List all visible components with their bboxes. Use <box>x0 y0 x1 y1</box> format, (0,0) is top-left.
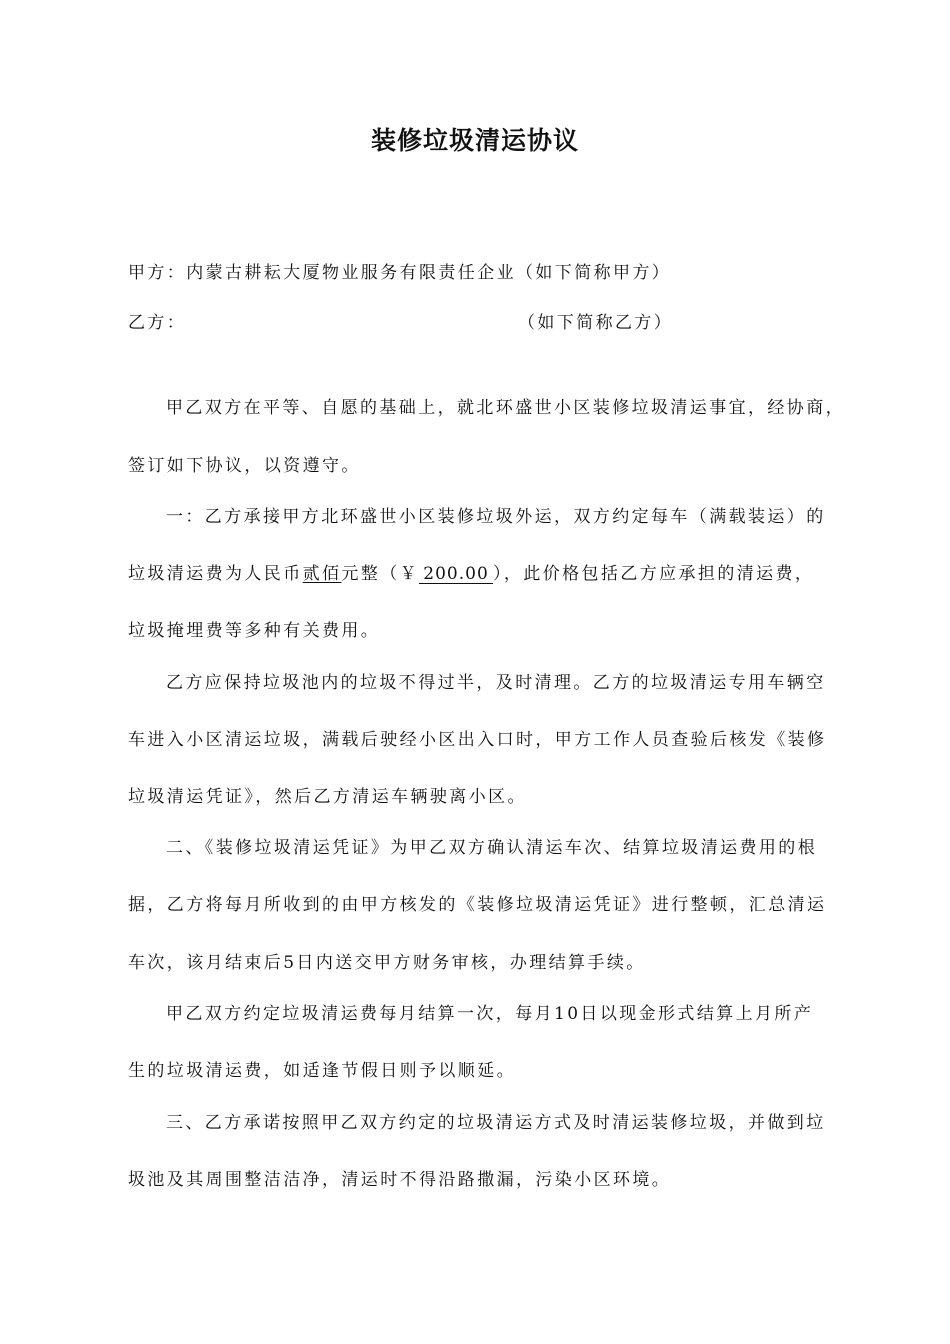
amount-in-words: 贰佰 <box>302 564 342 584</box>
clause2-line-2: 据，乙方将每月所收到的由甲方核发的《装修垃圾清运凭证》进行整顿，汇总清运 <box>128 895 827 915</box>
party-a-line: 甲方：内蒙古耕耘大厦物业服务有限责任企业（如下简称甲方） <box>128 263 672 283</box>
clause1-price-mid: 元整（￥ <box>341 564 420 584</box>
clause3-line-2: 圾池及其周围整洁洁净，清运时不得沿路撒漏，污染小区环境。 <box>128 1170 672 1190</box>
party-b-label: 乙方： <box>128 313 187 333</box>
clause2-line-1: 二、《装修垃圾清运凭证》为甲乙双方确认清运车次、结算垃圾清运费用的根 <box>166 838 818 858</box>
clause1b-line-2: 车进入小区清运垃圾，满载后驶经小区出入口时，甲方工作人员查验后核发《装修 <box>128 730 827 750</box>
clause1b-line-1: 乙方应保持垃圾池内的垃圾不得过半，及时清理。乙方的垃圾清运专用车辆空 <box>166 673 826 693</box>
party-b-suffix: （如下简称乙方） <box>518 313 674 333</box>
clause1-price-suffix: ），此价格包括乙方应承担的清运费， <box>493 564 815 584</box>
clause1-line-3: 垃圾掩埋费等多种有关费用。 <box>128 621 381 641</box>
document-title: 装修垃圾清运协议 <box>370 126 579 155</box>
intro-line-2: 签订如下协议，以资遵守。 <box>128 456 361 476</box>
clause1b-line-3: 垃圾清运凭证》，然后乙方清运车辆驶离小区。 <box>128 787 527 807</box>
clause1-line-1: 一：乙方承接甲方北环盛世小区装修垃圾外运，双方约定每车（满载装运）的 <box>166 507 826 527</box>
clause2-line-3: 车次，该月结束后5日内送交甲方财务审核，办理结算手续。 <box>128 953 646 973</box>
clause2b-line-1: 甲乙双方约定垃圾清运费每月结算一次，每月10日以现金形式结算上月所产 <box>166 1004 814 1024</box>
clause2b-line-2: 生的垃圾清运费，如适逢节假日则予以顺延。 <box>128 1061 516 1081</box>
clause3-line-1: 三、乙方承诺按照甲乙双方约定的垃圾清运方式及时清运装修垃圾，并做到垃 <box>166 1113 826 1133</box>
amount-number: 200.00 <box>419 565 493 584</box>
clause1-price-prefix: 垃圾清运费为人民币 <box>128 564 303 584</box>
clause1-line-2 <box>128 563 828 585</box>
intro-line-1: 甲乙双方在平等、自愿的基础上，就北环盛世小区装修垃圾清运事宜，经协商， <box>166 398 845 418</box>
